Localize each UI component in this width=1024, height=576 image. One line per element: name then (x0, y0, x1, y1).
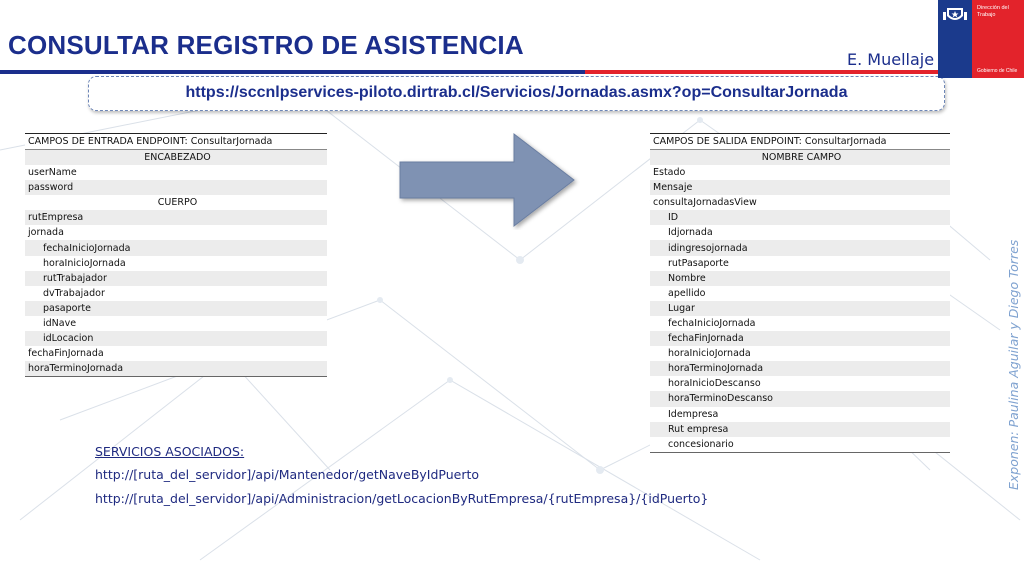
output-table-title: CAMPOS DE SALIDA ENDPOINT: ConsultarJornada (650, 134, 950, 150)
input-table-row (25, 180, 327, 195)
input-table-field-label: idNave (25, 316, 327, 331)
output-table-section-label: NOMBRE CAMPO (650, 150, 950, 166)
input-table-field-label: pasaporte (25, 301, 327, 316)
output-table-row (650, 346, 950, 361)
input-table-section-label: ENCABEZADO (25, 150, 327, 166)
output-table-row (650, 225, 950, 240)
input-table-field-label: userName (25, 165, 327, 180)
output-table-row (650, 301, 950, 316)
output-table-field-label: apellido (650, 286, 950, 301)
output-fields-table (650, 133, 950, 453)
output-table-field-label: fechaInicioJornada (650, 316, 950, 331)
presenters-credit (1003, 204, 1023, 490)
output-table-row (650, 391, 950, 406)
output-table-field-label: Rut empresa (650, 422, 950, 437)
associated-services (95, 444, 708, 515)
input-table-row (25, 361, 327, 377)
output-table-field-label: Estado (650, 165, 950, 180)
output-table-row (650, 407, 950, 422)
logo-text-line1: Dirección del (977, 5, 1009, 11)
output-table-row (650, 256, 950, 271)
input-table-field-label: fechaFinJornada (25, 346, 327, 361)
output-table-field-label: consultaJornadasView (650, 195, 950, 210)
input-table-row (25, 150, 327, 166)
input-table-field-label: dvTrabajador (25, 286, 327, 301)
output-table-field-label: horaInicioJornada (650, 346, 950, 361)
output-table-field-label: Nombre (650, 271, 950, 286)
endpoint-url-box (88, 76, 945, 111)
output-table-field-label: ID (650, 210, 950, 225)
input-fields-table (25, 133, 327, 377)
input-table-field-label: password (25, 180, 327, 195)
output-table-field-label: Idjornada (650, 225, 950, 240)
output-table-row (650, 361, 950, 376)
output-table-row (650, 165, 950, 180)
logo-text-line2: Trabajo (977, 12, 996, 18)
input-table-title: CAMPOS DE ENTRADA ENDPOINT: ConsultarJornada (25, 134, 327, 150)
input-table-field-label: horaInicioJornada (25, 256, 327, 271)
input-table-row (25, 301, 327, 316)
output-table-field-label: horaTerminoDescanso (650, 391, 950, 406)
output-table-row (650, 271, 950, 286)
input-table-field-label: jornada (25, 225, 327, 240)
output-table-row (650, 286, 950, 301)
output-table-field-label: horaTerminoJornada (650, 361, 950, 376)
title-underline-blue (0, 70, 585, 74)
output-table-row (650, 150, 950, 166)
input-table-field-label: horaTerminoJornada (25, 361, 327, 377)
input-table-row (25, 271, 327, 286)
output-table-field-label: concesionario (650, 437, 950, 453)
input-table-field-label: rutEmpresa (25, 210, 327, 225)
presenters-text: Exponen: Paulina Aguilar y Diego Torres (1006, 239, 1021, 490)
output-table-row (650, 195, 950, 210)
output-table-row (650, 331, 950, 346)
output-table-field-label: Lugar (650, 301, 950, 316)
output-table-field-label: horaInicioDescanso (650, 376, 950, 391)
arrow-shape (400, 134, 574, 226)
input-table-row (25, 225, 327, 240)
output-table-row (650, 316, 950, 331)
input-table-row (25, 331, 327, 346)
output-table-field-label: Mensaje (650, 180, 950, 195)
input-table-row (25, 346, 327, 361)
title-underline-red (585, 70, 945, 74)
logo-text-footer: Gobierno de Chile (977, 68, 1018, 74)
output-table-row (650, 240, 950, 255)
service-url-2[interactable]: http://[ruta_del_servidor]/api/Administracion/getLocacionByRutEmpresa/{rutEmpresa}/{idPuerto} (95, 491, 709, 506)
input-table-field-label: fechaInicioJornada (25, 240, 327, 255)
logo-blue-panel (938, 0, 972, 78)
direccion-del-trabajo-logo (938, 0, 1024, 78)
author-label: E. Muellaje (847, 50, 935, 69)
output-table-row (650, 376, 950, 391)
output-table-row (650, 180, 950, 195)
output-table-field-label: idingresojornada (650, 240, 950, 255)
input-table-row (25, 256, 327, 271)
output-table-row (650, 210, 950, 225)
right-arrow-icon (396, 130, 580, 230)
input-table-field-label: rutTrabajador (25, 271, 327, 286)
output-table-field-label: rutPasaporte (650, 256, 950, 271)
output-table-header (650, 134, 950, 150)
input-table-row (25, 195, 327, 210)
input-table-section-label: CUERPO (25, 195, 327, 210)
input-table-header (25, 134, 327, 150)
input-table-row (25, 240, 327, 255)
output-table-field-label: fechaFinJornada (650, 331, 950, 346)
coat-of-arms-icon (942, 4, 968, 26)
page-title: CONSULTAR REGISTRO DE ASISTENCIA (8, 30, 524, 60)
service-url-1[interactable]: http://[ruta_del_servidor]/api/Mantenedor/getNaveByIdPuerto (95, 467, 480, 482)
input-table-field-label: idLocacion (25, 331, 327, 346)
services-title: SERVICIOS ASOCIADOS: (95, 444, 245, 459)
endpoint-url[interactable]: https://sccnlpservices-piloto.dirtrab.cl/Servicios/Jornadas.asmx?op=ConsultarJornada (185, 84, 848, 101)
input-table-row (25, 316, 327, 331)
input-table-row (25, 286, 327, 301)
input-table-row (25, 210, 327, 225)
output-table-field-label: Idempresa (650, 407, 950, 422)
output-table-row (650, 422, 950, 437)
input-table-row (25, 165, 327, 180)
